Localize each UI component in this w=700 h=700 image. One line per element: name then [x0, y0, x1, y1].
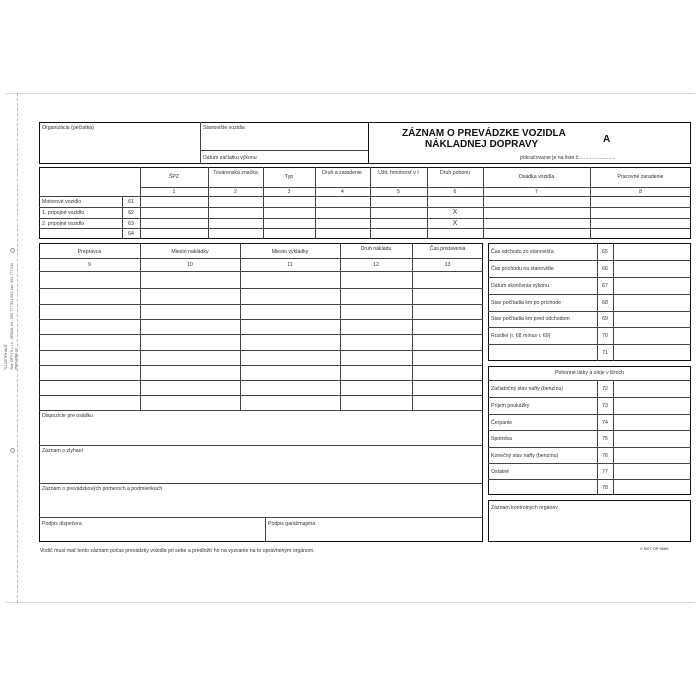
drive-cross-mark: X: [452, 209, 458, 216]
tear-off-label: TU ODTRHNÚŤ: [4, 344, 8, 370]
row-code: 78: [602, 485, 608, 491]
dispatcher-signature-label: Podpis dispečera: [42, 521, 82, 527]
col-header-drive: Druh pohonu: [440, 170, 470, 176]
row-code: 76: [602, 453, 608, 459]
row-code: 65: [602, 249, 608, 255]
form-title-line2: NÁKLADNEJ DOPRAVY: [425, 139, 539, 150]
continuation-note: pokračovanie je na liste č. ........................: [520, 155, 616, 161]
row-code: 77: [602, 469, 608, 475]
row-code: 64: [128, 231, 134, 237]
form-code: V 5/07 OP 6669: [640, 546, 669, 551]
odometer-departure-label: Stav počítadla km pred odchodom: [491, 316, 570, 322]
col-header-position: Pracovné zaradenie: [617, 174, 664, 180]
row-label-trailer-1: 1. prípojné vozidlo: [42, 210, 85, 216]
row-label-trailer-2: 2. prípojné vozidlo: [42, 221, 85, 227]
row-code: 74: [602, 420, 608, 426]
col-number: 4: [341, 189, 344, 195]
fuel-other-label: Ostatné: [491, 469, 510, 475]
drive-cross-mark: X: [452, 220, 458, 227]
organization-label: Organizácia (pečiatka): [42, 125, 94, 131]
start-date-label: Dátum začiatku výkonu: [203, 155, 257, 161]
arrival-time-label: Čas príchodu na stanovište: [491, 266, 554, 272]
col-number: 1: [172, 189, 176, 195]
col-header-type: Typ: [284, 174, 294, 180]
row-code: 73: [602, 403, 608, 409]
fuel-vouchers-label: Príjem poukážky: [491, 403, 530, 409]
row-code: 70: [602, 333, 608, 339]
control-authorities-label: Záznam kontrolných orgánov: [491, 505, 558, 511]
form-title-line1: ZÁZNAM O PREVÁDZKE VOZIDLA: [402, 128, 566, 139]
station-label: Stanovište vozidla: [203, 125, 245, 131]
row-code: 68: [602, 300, 608, 306]
row-code: 72: [602, 386, 608, 392]
row-code: 67: [602, 283, 608, 289]
operating-conditions-label: Záznam o prevádzkových pomeroch a podmienkach: [42, 486, 163, 492]
footer-note: Vodič musí mať tento záznam počas prevádzky vozidla pri sebe a predložiť ho na vyzvanie na to oprávneným orgánom.: [40, 548, 315, 554]
fuel-pumping-label: Čerpanie: [491, 420, 513, 426]
row-code: 71: [602, 350, 608, 356]
punch-hole: [10, 248, 15, 253]
row-code: 62: [128, 210, 134, 216]
col-number: 7: [535, 189, 538, 195]
col-number: 12: [373, 262, 379, 268]
col-header-carrier: Prepravca: [77, 249, 102, 255]
col-header-kind: Druh a zaradenie: [322, 170, 362, 176]
col-header-brand: Továrenská značka: [213, 170, 258, 176]
odometer-arrival-label: Stav počítadla km po príchode: [491, 300, 562, 306]
col-number: 5: [397, 189, 400, 195]
punch-hole: [10, 448, 15, 453]
breakdown-record-label: Záznam o zlyhaní: [42, 448, 83, 454]
col-number: 3: [287, 189, 291, 195]
fuel-table-title: Pohonné látky a oleje v litroch: [555, 370, 624, 376]
printer-imprint: Tlač OPTYS s.r.o., OPAVA, tel.: 553 777 501-503, fax: 553 777 510: [10, 262, 14, 370]
col-number: 8: [639, 189, 642, 195]
col-number: 9: [88, 262, 91, 268]
col-number: 11: [287, 262, 293, 268]
odometer-difference-label: Rozdiel (r. 68 mínus r. 69): [491, 333, 551, 339]
crew-instructions-label: Dispozície pre osádku: [42, 413, 94, 419]
fuel-consumption-label: Spotreba: [491, 436, 513, 442]
end-date-label: Dátum skončenia výkonu: [491, 283, 549, 289]
form-variant: A: [603, 134, 611, 145]
fuel-final-label: Konečný stav nafty (benzínu): [491, 453, 559, 459]
garage-master-signature-label: Podpis garážmajstra: [268, 521, 316, 527]
col-header-crew: Osádka vozidla: [518, 174, 555, 180]
col-header-arrival-time: Čas pristavenia: [429, 246, 466, 252]
col-header-unloading-place: Miesto vykládky: [271, 249, 309, 255]
col-number: 13: [444, 262, 451, 268]
col-header-cargo-type: Druh nákladu: [360, 246, 392, 252]
printer-web: www.optys.cz: [14, 348, 18, 370]
row-code: 61: [128, 199, 134, 205]
row-code: 63: [128, 221, 134, 227]
col-header-loading-place: Miesto nakládky: [171, 249, 209, 255]
fuel-initial-label: Začiatočný stav nafty (benzínu): [491, 386, 564, 392]
col-header-weight: Užit. hmotnosť v t: [378, 170, 419, 176]
col-number: 6: [453, 189, 457, 195]
row-label-motor-vehicle: Motorové vozidlo: [42, 199, 82, 205]
row-code: 75: [602, 436, 608, 442]
col-number: 10: [187, 262, 193, 268]
col-header-spz: ŠPZ: [168, 174, 180, 180]
departure-time-label: Čas odchodu zo stanovišťa: [491, 249, 554, 255]
col-number: 2: [234, 189, 237, 195]
row-code: 66: [602, 266, 608, 272]
row-code: 69: [602, 316, 608, 322]
